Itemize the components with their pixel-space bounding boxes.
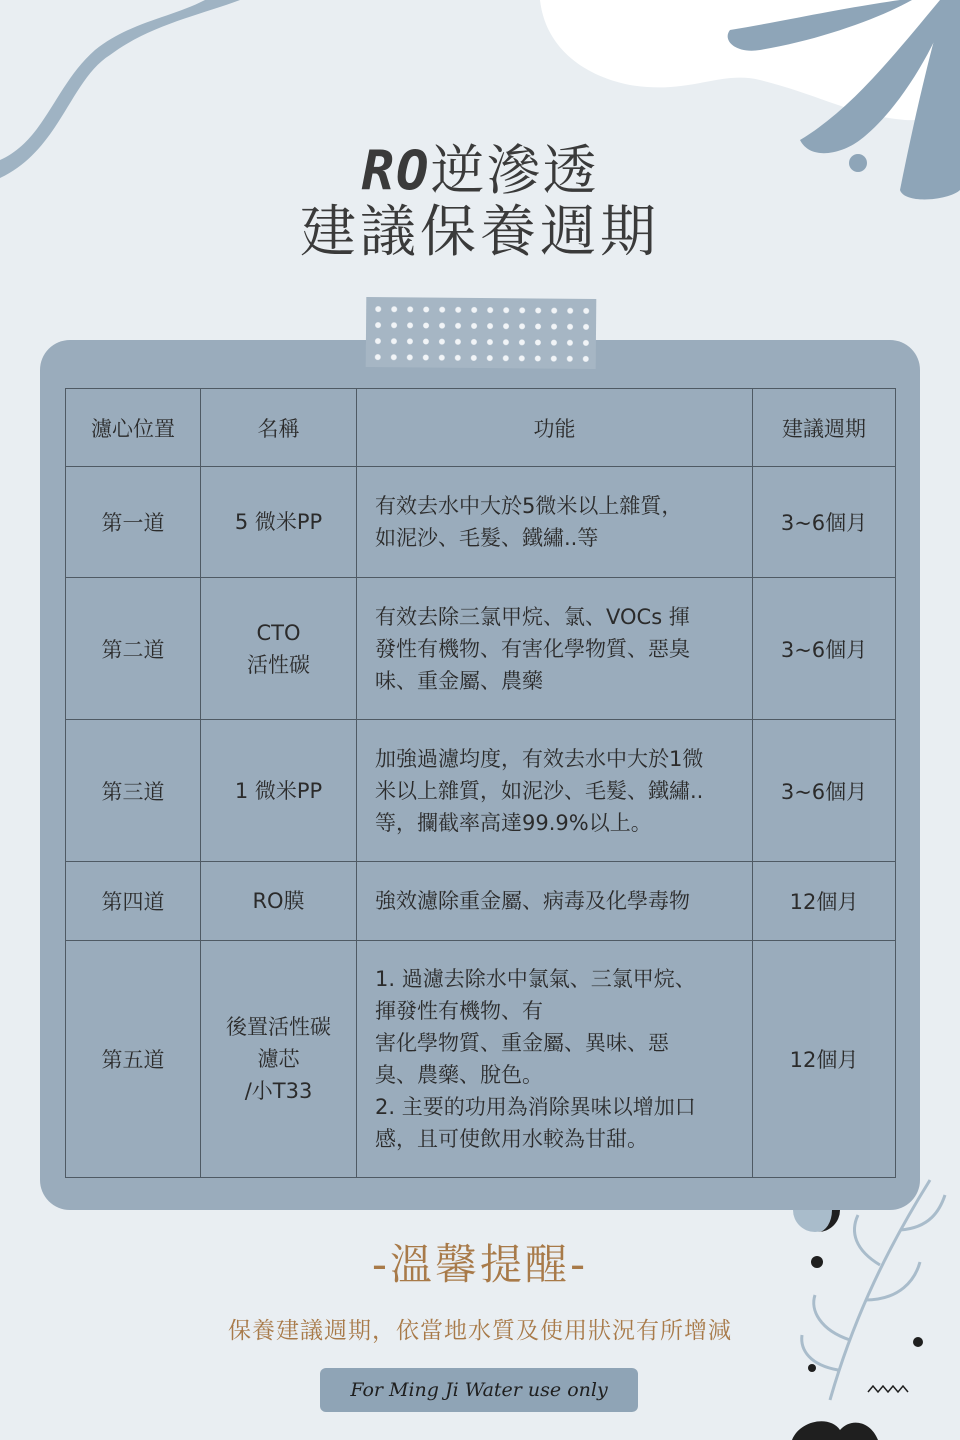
maintenance-table <box>65 388 896 1178</box>
cell-position: 第三道 <box>66 720 201 862</box>
cell-cycle: 3~6個月 <box>753 720 896 862</box>
table-row <box>66 467 896 578</box>
title-ro-prefix: RO <box>361 139 431 202</box>
cell-name: 5 微米PP <box>201 467 357 578</box>
cell-function: 1. 過濾去除水中氯氣、三氯甲烷、 揮發性有機物、有 害化學物質、重金屬、異味、惡 臭、農藥、脫色。 2. 主要的功用為消除異味以增加口 感，且可使飲用水較為甘甜。 <box>357 941 753 1178</box>
reminder-title: -溫馨提醒- <box>371 1240 589 1289</box>
header-cycle: 建議週期 <box>753 389 896 467</box>
cell-position: 第五道 <box>66 941 201 1178</box>
cell-name: CTO 活性碳 <box>201 578 357 720</box>
cell-cycle: 3~6個月 <box>753 467 896 578</box>
cell-cycle: 12個月 <box>753 941 896 1178</box>
cell-position: 第一道 <box>66 467 201 578</box>
reminder-text: 保養建議週期，依當地水質及使用狀況有所增減 <box>228 1318 732 1344</box>
table-row <box>66 941 896 1178</box>
cell-cycle: 12個月 <box>753 862 896 941</box>
cell-function: 有效去水中大於5微米以上雜質， 如泥沙、毛髮、鐵繡..等 <box>357 467 753 578</box>
table-row <box>66 862 896 941</box>
cell-name: 後置活性碳 濾芯 /小T33 <box>201 941 357 1178</box>
table-row <box>66 720 896 862</box>
usage-badge-text: For Ming Ji Water use only <box>350 1379 608 1401</box>
cell-position: 第四道 <box>66 862 201 941</box>
cell-position: 第二道 <box>66 578 201 720</box>
cell-function: 強效濾除重金屬、病毒及化學毒物 <box>357 862 753 941</box>
title-line-1-text: 逆滲透 <box>430 139 599 202</box>
cell-cycle: 3~6個月 <box>753 578 896 720</box>
table-row <box>66 578 896 720</box>
header-function: 功能 <box>357 389 753 467</box>
washi-tape <box>366 297 597 369</box>
cell-function: 有效去除三氯甲烷、氯、VOCs 揮 發性有機物、有害化學物質、惡臭 味、重金屬、農藥 <box>357 578 753 720</box>
cell-name: 1 微米PP <box>201 720 357 862</box>
zigzag-icon <box>868 1386 908 1392</box>
cell-name: RO膜 <box>201 862 357 941</box>
table-header-row <box>66 389 896 467</box>
usage-badge <box>320 1368 638 1412</box>
title-line-2: 建議保養週期 <box>300 200 660 265</box>
cell-function: 加強過濾均度，有效去水中大於1微 米以上雜質，如泥沙、毛髮、鐵繡.. 等，攔截率高達99.9%以上。 <box>357 720 753 862</box>
header-position: 濾心位置 <box>66 389 201 467</box>
header-name: 名稱 <box>201 389 357 467</box>
